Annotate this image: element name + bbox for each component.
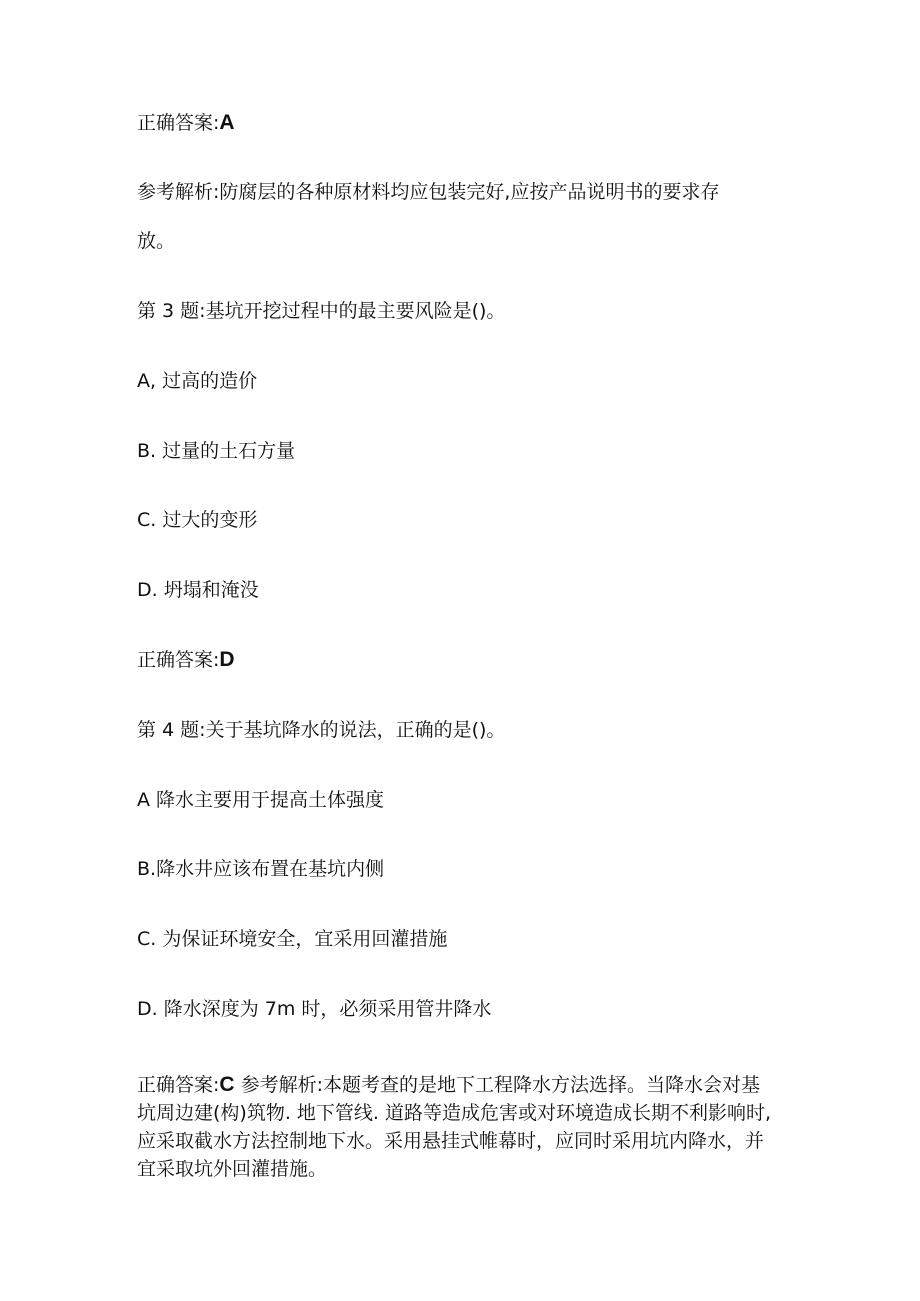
answer-letter: D xyxy=(219,648,235,671)
q4-answer-explanation xyxy=(137,1071,777,1183)
answer-label: 正确答案: xyxy=(137,1074,220,1096)
q3-question: 第 3 题:基坑开挖过程中的最主要风险是()。 xyxy=(137,300,506,322)
q2-answer-line xyxy=(137,111,235,135)
q4-option-b: B.降水井应该布置在基坑内侧 xyxy=(137,858,385,880)
q4-option-a: A 降水主要用于提高土体强度 xyxy=(137,789,385,811)
q3-option-d: D. 坍塌和淹没 xyxy=(137,579,259,601)
answer-label: 正确答案: xyxy=(137,112,220,134)
explanation-text: 参考解析:本题考查的是地下工程降水方法选择。当降水会对基坑周边建(构)筑物. 地下管线. 道路等造成危害或对环境造成长期不利影响时,应采取截水方法控制地下水。采用悬挂式帷幕时，应同时采用坑内降水，并宜采取坑外回灌措施。 xyxy=(137,1074,772,1180)
q3-option-a: A, 过高的造价 xyxy=(137,370,258,392)
q3-option-b: B. 过量的土石方量 xyxy=(137,440,296,462)
q2-explanation-line1: 参考解析:防腐层的各种原材料均应包装完好,应按产品说明书的要求存 xyxy=(137,181,720,203)
answer-letter: A xyxy=(219,111,235,134)
answer-label: 正确答案: xyxy=(137,649,220,671)
answer-letter: C xyxy=(219,1073,235,1096)
q3-answer-line xyxy=(137,648,235,672)
q3-option-c: C. 过大的变形 xyxy=(137,509,258,531)
q4-option-c: C. 为保证环境安全，宜采用回灌措施 xyxy=(137,928,448,950)
q4-option-d: D. 降水深度为 7m 时，必须采用管井降水 xyxy=(137,998,492,1020)
q2-explanation-line2: 放。 xyxy=(137,230,176,252)
q4-question: 第 4 题:关于基坑降水的说法，正确的是()。 xyxy=(137,719,506,741)
